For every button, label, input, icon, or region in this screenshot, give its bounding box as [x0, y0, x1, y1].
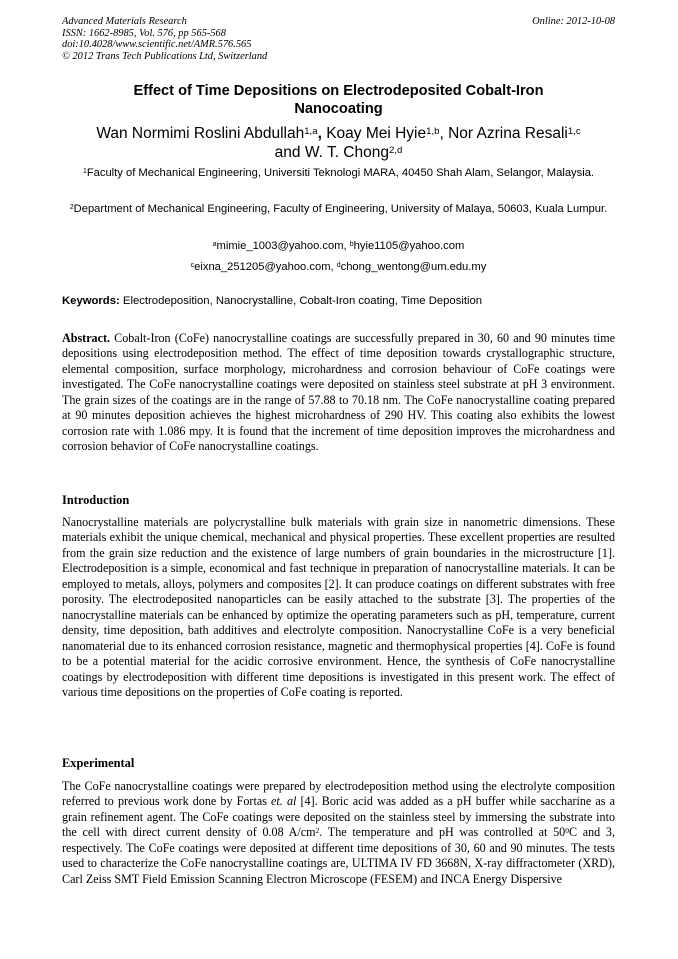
email-address: mimie_1003@yahoo.com,: [216, 240, 350, 252]
introduction-heading: Introduction: [62, 493, 130, 507]
author-name: Wan Normimi Roslini Abdullah: [96, 125, 305, 142]
email-mark: c: [190, 262, 195, 270]
abstract-text: Cobalt-Iron (CoFe) nanocrystalline coatings are successfully prepared in 30, 60 and 90 minutes time depositions using electrodeposition method. The effect of time deposition towards crystallographic structure, elemental composition, surface morphology, microhardness and corrosion behaviour of CoFe coatings were investigated. The CoFe nanocrystalline coatings were deposited on stainless steel substrate at pH 3 environment. The grain sizes of the coatings are in the range of 57.88 to 70.18 nm. The CoFe nanocrystalline coating prepared at 90 minutes deposition achieves the highest microhardness of 290 HV. This coating also exhibits the lowest corrosion rate with 1.086 mpy. It is found that the increment of time deposition improves the microhardness and corrosion behavior of CoFe nanocrystalline coatings.: [62, 331, 615, 454]
experimental-text-part: C and 3, respectively. The CoFe coatings were deposited at different time depositions of 30, 60 and 90 minutes. The tests used to characterize the CoFe nanocrystalline coatings are, ULTIMA IV FD 3668N, X-ray diffractometer (XRD), Carl Zeiss SMT Field Emission Scanning Electron Microscope (FESEM) and INCA Energy Dispersive: [62, 825, 615, 886]
paper-title-line-2: Nanocoating: [294, 101, 383, 117]
email-line-2: [62, 260, 615, 275]
journal-issn: ISSN: 1662-8985, Vol. 576, pp 565-568: [62, 27, 226, 39]
abstract-label: Abstract.: [62, 331, 111, 345]
author-affiliation-mark: 1,b: [426, 126, 440, 138]
affiliation-mark: 2: [69, 204, 74, 212]
email-mark: d: [336, 262, 341, 270]
keywords-text: Electrodeposition, Nanocrystalline, Cobalt-Iron coating, Time Deposition: [119, 295, 483, 307]
superscript: 2: [315, 826, 320, 836]
author-line-2: [62, 143, 615, 162]
journal-doi: doi:10.4028/www.scientific.net/AMR.576.565: [62, 39, 252, 51]
introduction-text: Nanocrystalline materials are polycrystalline bulk materials with grain size in nanometric dimensions. These materials exhibit the unique chemical, mechanical and physical properties. These excellent properties are resulted from the grain size reduction and the existence of large numbers of grain boundaries in the microstructure [1]. Electrodeposition is a simple, economical and fast technique in preparation of nanocrystalline materials. It can be employed to metals, alloys, polymers and composites [2]. It can produce coatings on different substrates with free porosity. The electrodeposited nanoparticles can be easily attached to the substrate [3]. The properties of the nanocrystalline materials can be enhanced by optimize the operating parameters such as pH, temperature, current density, time deposition, bath additives and electrolyte composition. Nanocrystalline CoFe is a very beneficial nanomaterial due to its enhanced corrosion resistance, magnetic and thermophysical properties [4]. CoFe is found to be a potential material for the acidic corrosive environment. Hence, the synthesis of CoFe nanocrystalline coatings by electrodeposition with different time depositions is investigated in this present work. The effect of various time depositions on the properties of CoFe coating is reported.: [62, 515, 615, 699]
author-affiliation-mark: 1,c: [567, 126, 581, 138]
email-mark: b: [349, 241, 354, 249]
author-affiliation-mark: 2,d: [388, 145, 403, 157]
author-separator: ,: [317, 125, 327, 142]
email-address: chong_wentong@um.edu.my: [340, 261, 487, 273]
superscript: 0: [565, 826, 569, 836]
email-address: eixna_251205@yahoo.com,: [194, 261, 337, 273]
author-separator: ,: [439, 125, 449, 142]
affiliation-2: [62, 202, 615, 217]
author-name: and W. T. Chong: [274, 144, 389, 161]
experimental-text-part: [4]. Boric acid was added as a pH buffer while saccharine as a grain refinement agent. The CoFe coatings were deposited on the stainless steel by immersing the substrate into the cell with direct current density of 0.08 A/cm: [62, 794, 615, 840]
experimental-heading: Experimental: [62, 756, 135, 770]
paper-title-line-1: Effect of Time Depositions on Electrodeposited Cobalt-Iron: [133, 83, 544, 99]
experimental-text: [62, 779, 615, 887]
experimental-text-part: . The temperature and pH was controlled at 50: [319, 825, 566, 840]
affiliation-text: Department of Mechanical Engineering, Faculty of Engineering, University of Malaya, 50603, Kuala Lumpur.: [73, 203, 608, 215]
email-address: hyie1105@yahoo.com: [353, 240, 465, 252]
keywords: [62, 294, 615, 309]
experimental-text-italic: et. al: [271, 794, 297, 809]
affiliation-1: [62, 166, 615, 181]
author-affiliation-mark: 1,a: [304, 126, 318, 138]
paper-title: [62, 82, 615, 118]
author-list: [62, 124, 615, 162]
keywords-label: Keywords:: [62, 295, 120, 307]
email-line-1: [62, 239, 615, 254]
email-mark: a: [212, 241, 217, 249]
journal-header: [62, 16, 267, 62]
journal-name: Advanced Materials Research: [62, 16, 187, 27]
affiliation-mark: 1: [82, 168, 87, 176]
experimental-text-part: The CoFe nanocrystalline coatings were prepared by electrodeposition method using the electrolyte composition referred to previous work done by Fortas: [62, 779, 615, 809]
abstract: [62, 331, 615, 455]
author-name: Koay Mei Hyie: [326, 125, 427, 142]
journal-copyright: © 2012 Trans Tech Publications Ltd, Switzerland: [62, 50, 268, 62]
author-line-1: [62, 124, 615, 143]
affiliation-text: Faculty of Mechanical Engineering, Universiti Teknologi MARA, 40450 Shah Alam, Selangor, Malaysia.: [86, 167, 595, 179]
author-name: Nor Azrina Resali: [448, 125, 568, 142]
online-date: Online: 2012-10-08: [532, 16, 615, 27]
